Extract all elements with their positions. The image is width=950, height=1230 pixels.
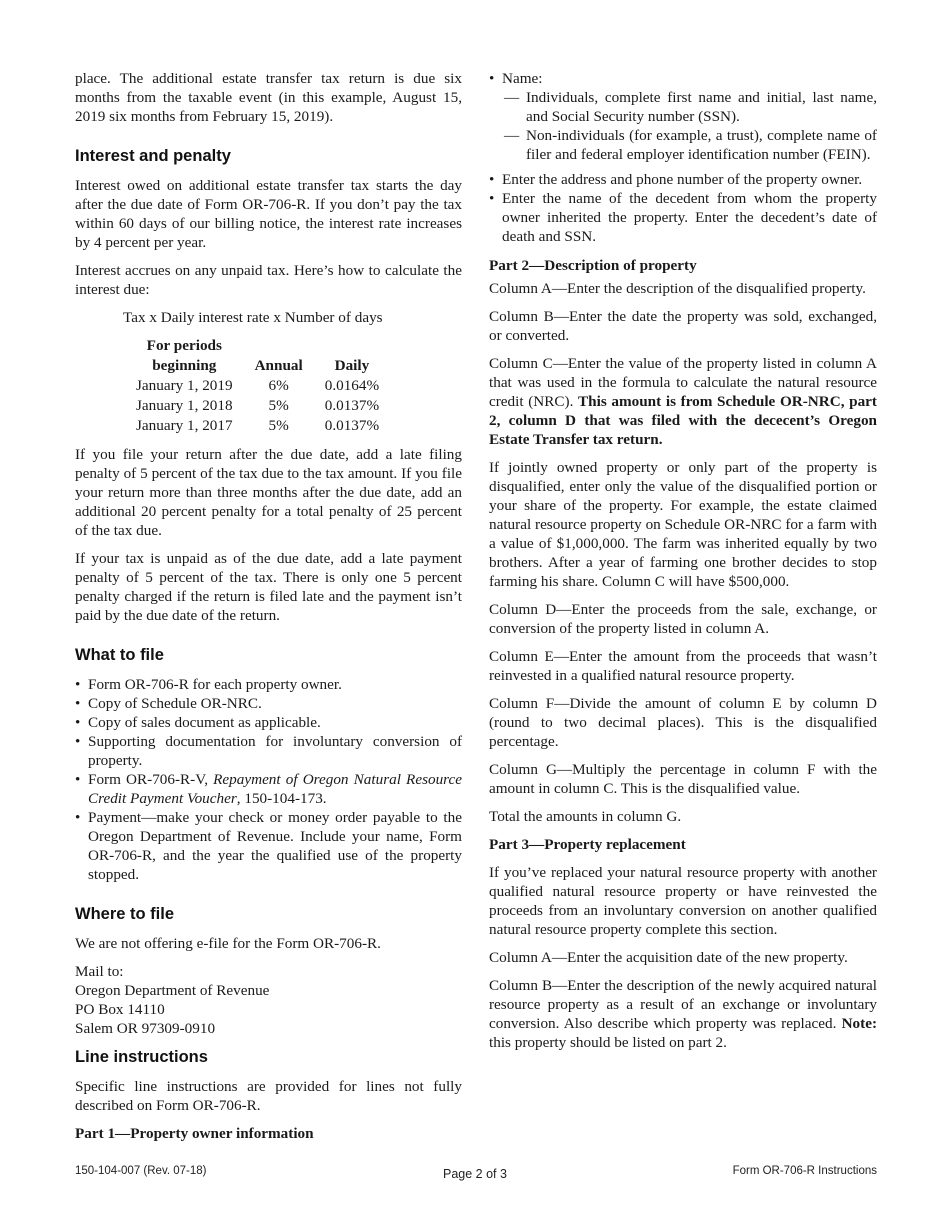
rate-header-period: For periods beginning — [146, 337, 222, 374]
part2-column-f: Column F—Divide the amount of column E by column D (round to two decimal places). This is the disqualified percentage. — [489, 695, 877, 750]
heading-part3: Part 3—Property replacement — [489, 836, 686, 853]
list-item-nonindividuals: — Non-individuals (for example, a trust), complete name of filer and federal employer identification number (FEIN). — [489, 126, 877, 164]
table-row: January 1, 2019 6% 0.0164% — [136, 377, 380, 394]
list-item-address: • Enter the address and phone number of the property owner. — [489, 170, 877, 189]
list-item-individuals: — Individuals, complete first name and initial, last name, and Social Security number (SSN). — [489, 88, 877, 126]
rate-header-daily: Daily — [334, 357, 370, 374]
list-item: • Supporting documentation for involuntary conversion of property. — [75, 732, 462, 770]
line-instructions-paragraph: Specific line instructions are provided for lines not fully described on Form OR-706-R. — [75, 1078, 462, 1114]
part2-total: Total the amounts in column G. — [489, 808, 682, 825]
intro-paragraph: place. The additional estate transfer tax return is due six months from the taxable event (in this example, August 15, 2019 six months from February 15, 2019). — [75, 70, 462, 125]
late-filing-paragraph: If you file your return after the due date, add a late filing penalty of 5 percent of the tax due to the tax amount. If you file your return more than three months after the due date, add an additional 20 percent penalty for a total penalty of 25 percent of the tax due. — [75, 446, 462, 539]
owner-info-list — [489, 69, 877, 246]
what-to-file-list — [75, 675, 462, 884]
rate-header-annual: Annual — [254, 357, 303, 374]
heading-interest-penalty: Interest and penalty — [75, 147, 231, 165]
list-item: • Copy of sales document as applicable. — [75, 713, 462, 732]
list-item: • Form OR-706-R-V, Repayment of Oregon Natural Resource Credit Payment Voucher, 150-104-173. — [75, 770, 462, 808]
part2-column-g: Column G—Multiply the percentage in column F with the amount in column C. This is the disqualified value. — [489, 761, 877, 797]
interest-rate-table — [125, 336, 390, 436]
part3-column-b: Column B—Enter the description of the newly acquired natural resource property as a result of an exchange or involuntary conversion. Also describe which property was replaced. Note: this property should be listed on part 2. — [489, 977, 877, 1051]
heading-what-to-file: What to file — [75, 646, 164, 664]
left-column — [75, 69, 462, 1143]
heading-part2: Part 2—Description of property — [489, 257, 697, 274]
part2-column-e: Column E—Enter the amount from the proceeds that wasn’t reinvested in a qualified natural resource property. — [489, 648, 877, 684]
part3-column-a: Column A—Enter the acquisition date of the new property. — [489, 949, 848, 966]
part2-column-d: Column D—Enter the proceeds from the sale, exchange, or conversion of the property listed in column A. — [489, 601, 877, 637]
right-column — [489, 69, 877, 1061]
list-item-name: • Name: — [489, 69, 877, 88]
list-item-decedent: • Enter the name of the decedent from whom the property owner inherited the property. Enter the decedent’s date of death and SSN. — [489, 189, 877, 246]
heading-part1: Part 1—Property owner information — [75, 1125, 314, 1142]
joint-ownership-paragraph: If jointly owned property or only part of the property is disqualified, enter only the value of the disqualified portion or your share of the property. For example, the estate claimed natural resource property on Schedule OR-NRC for a farm with a value of $1,000,000. The farm was inherited equally by two brothers. After a year of farming one brother decides to stop farming his share. Column C will have $500,000. — [489, 459, 877, 590]
footer-form-title: Form OR-706-R Instructions — [732, 1165, 877, 1177]
table-row: January 1, 2018 5% 0.0137% — [136, 397, 380, 414]
heading-where-to-file: Where to file — [75, 905, 175, 923]
where-paragraph: We are not offering e-file for the Form OR-706-R. — [75, 935, 381, 952]
footer-page-number: Page 2 of 3 — [443, 1167, 507, 1181]
list-item: • Payment—make your check or money order payable to the Oregon Department of Revenue. Include your name, Form OR-706-R, and the year the qualified use of the property stopped. — [75, 808, 462, 884]
list-item: • Copy of Schedule OR-NRC. — [75, 694, 462, 713]
footer-form-number: 150-104-007 (Rev. 07-18) — [75, 1165, 207, 1177]
part3-intro: If you’ve replaced your natural resource property with another qualified natural resource property or have reinvested the proceeds from an involuntary conversion on another qualified natural resource property complete this section. — [489, 864, 877, 938]
interest-paragraph-1: Interest owed on additional estate transfer tax starts the day after the due date of Form OR-706-R. If you don’t pay the tax within 60 days of our billing notice, the interest rate increases by 4 percent per year. — [75, 177, 462, 251]
heading-line-instructions: Line instructions — [75, 1048, 208, 1066]
part2-column-b: Column B—Enter the date the property was sold, exchanged, or converted. — [489, 308, 877, 344]
late-payment-paragraph: If your tax is unpaid as of the due date, add a late payment penalty of 5 percent of the tax. There is only one 5 percent penalty charged if the return is filed late and the payment isn’t paid by the due date of the return. — [75, 550, 462, 624]
list-item: • Form OR-706-R for each property owner. — [75, 675, 462, 694]
mailing-address: Mail to: Oregon Department of Revenue PO Box 14110 Salem OR 97309-0910 — [75, 963, 270, 1037]
interest-paragraph-2: Interest accrues on any unpaid tax. Here’s how to calculate the interest due: — [75, 262, 462, 298]
part2-column-c: Column C—Enter the value of the property listed in column A that was used in the formula to calculate the natural resource credit (NRC). This amount is from Schedule OR-NRC, part 2, column D that was filed with the dececent’s Oregon Estate Transfer tax return. — [489, 355, 877, 448]
table-row: January 1, 2017 5% 0.0137% — [136, 417, 380, 434]
interest-formula: Tax x Daily interest rate x Number of days — [123, 309, 383, 326]
part2-column-a: Column A—Enter the description of the disqualified property. — [489, 280, 866, 297]
